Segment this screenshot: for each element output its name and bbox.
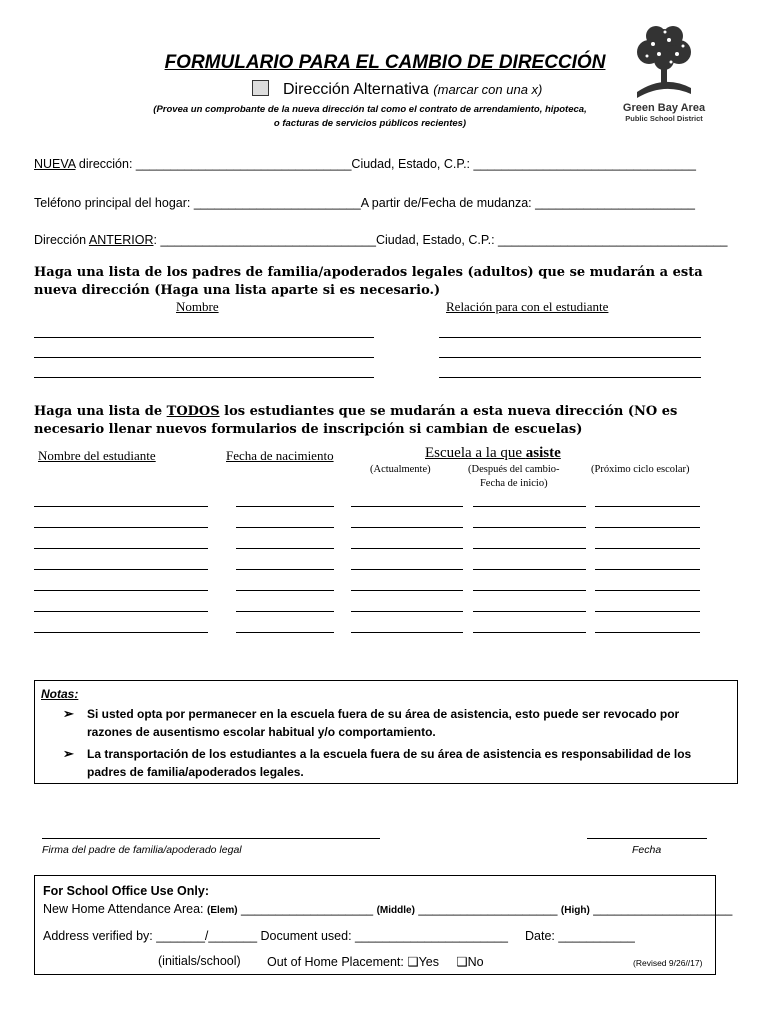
office-title: For School Office Use Only: [43, 884, 209, 898]
verified-label[interactable]: Address verified by: _______/_______ [43, 929, 261, 943]
school-current-line[interactable] [351, 590, 463, 591]
student-name-line[interactable] [34, 548, 208, 549]
new-address-row[interactable] [34, 157, 696, 171]
school-next-line[interactable] [595, 611, 700, 612]
proof-line-1: (Provea un comprobante de la nueva dirección tal como el contrato de arrendamiento, hipoteca, [153, 104, 587, 115]
school-current-line[interactable] [351, 569, 463, 570]
parents-col-relation: Relación para con el estudiante [446, 299, 609, 314]
school-current-line[interactable] [351, 632, 463, 633]
old-address-field[interactable]: _______________________________ [160, 233, 376, 247]
school-current-line[interactable] [351, 548, 463, 549]
school-current-line[interactable] [351, 527, 463, 528]
phone-label: Teléfono principal del hogar: [34, 196, 194, 210]
verified-row[interactable] [43, 929, 508, 943]
student-dob-line[interactable] [236, 611, 334, 612]
school-next-line[interactable] [595, 569, 700, 570]
parent-relation-line[interactable] [439, 357, 701, 358]
new-city-label: Ciudad, Estado, C.P.: [351, 157, 474, 171]
no-checkbox-icon[interactable]: ❑ [456, 955, 468, 969]
school-current-line[interactable] [351, 611, 463, 612]
no-label: No [467, 955, 484, 969]
document-label[interactable]: Document used: ______________________ [260, 929, 508, 943]
parent-name-line[interactable] [34, 377, 374, 378]
move-date-label: A partir de/Fecha de mudanza: [360, 196, 536, 210]
students-col-school [425, 445, 561, 462]
student-name-line[interactable] [34, 506, 208, 507]
old-address-label: : [153, 233, 161, 247]
arrow-bullet-icon: ➢ [63, 746, 74, 761]
middle-field[interactable]: ____________________ [414, 902, 561, 916]
placement-label: Out of Home Placement: [267, 955, 408, 969]
school-sub-after [468, 463, 560, 491]
old-prefix-a: Dirección [34, 233, 89, 247]
student-dob-line[interactable] [236, 590, 334, 591]
parent-relation-line[interactable] [439, 377, 701, 378]
placement-row [267, 954, 484, 969]
arrow-bullet-icon: ➢ [63, 706, 74, 721]
revised-date: (Revised 9/26//17) [633, 958, 703, 968]
tree-icon [629, 24, 699, 100]
student-dob-line[interactable] [236, 632, 334, 633]
old-address-row[interactable] [34, 233, 727, 247]
parent-name-line[interactable] [34, 337, 374, 338]
office-use-box [34, 875, 733, 975]
school-sub-after-2: Fecha de inicio) [479, 478, 548, 489]
students-col-school-a: Escuela a la que [425, 445, 526, 461]
alt-address-checkbox[interactable] [252, 80, 269, 96]
alt-address-label: Dirección Alternativa [283, 81, 429, 98]
student-name-line[interactable] [34, 527, 208, 528]
attendance-area-label: New Home Attendance Area: [43, 902, 207, 916]
new-address-field[interactable]: _______________________________ [135, 157, 352, 171]
phone-field[interactable]: ________________________ [193, 196, 361, 210]
move-date-field[interactable]: _______________________ [535, 196, 696, 210]
new-prefix: NUEVA [34, 157, 76, 171]
school-after-line[interactable] [473, 506, 586, 507]
old-prefix-b: ANTERIOR [88, 233, 154, 247]
attendance-area-row[interactable] [43, 902, 732, 916]
logo-line-1: Green Bay Area [622, 102, 706, 114]
district-logo [618, 24, 710, 123]
school-after-line[interactable] [473, 632, 586, 633]
new-address-label: dirección: [75, 157, 136, 171]
yes-checkbox-icon[interactable]: ❑ [407, 955, 419, 969]
signature-line[interactable] [42, 838, 380, 839]
student-dob-line[interactable] [236, 527, 334, 528]
student-name-line[interactable] [34, 590, 208, 591]
school-next-line[interactable] [595, 632, 700, 633]
school-sub-after-1: (Después del cambio- [468, 464, 560, 475]
student-dob-line[interactable] [236, 569, 334, 570]
yes-label: Yes [418, 955, 439, 969]
proof-line-2: o facturas de servicios públicos recientes) [273, 118, 467, 129]
phone-row[interactable] [34, 196, 695, 210]
note-text-1: Si usted opta por permanecer en la escuela fuera de su área de asistencia, esto puede ser revocado por razones de ausentismo escolar habitual y/o comportamiento. [87, 707, 680, 739]
parent-relation-line[interactable] [439, 337, 701, 338]
student-name-line[interactable] [34, 632, 208, 633]
old-city-field[interactable]: _________________________________ [498, 233, 728, 247]
school-next-line[interactable] [595, 590, 700, 591]
high-field[interactable]: ____________________ [589, 902, 733, 916]
school-after-line[interactable] [473, 611, 586, 612]
alt-address-hint: (marcar con una x) [433, 82, 543, 97]
alt-address-row [252, 80, 542, 99]
signature-label: Firma del padre de familia/apoderado legal [42, 844, 242, 856]
parents-heading: Haga una lista de los padres de familia/apoderados legales (adultos) que se mudarán a esta nueva dirección (Haga una lista aparte si es necesario.) [34, 265, 703, 298]
school-after-line[interactable] [473, 548, 586, 549]
school-next-line[interactable] [595, 527, 700, 528]
initials-label: (initials/school) [158, 954, 241, 968]
school-sub-now: (Actualmente) [370, 464, 431, 475]
proof-instructions [120, 103, 620, 131]
students-heading-b: TODOS [166, 404, 220, 419]
parent-name-line[interactable] [34, 357, 374, 358]
school-after-line[interactable] [473, 527, 586, 528]
school-next-line[interactable] [595, 548, 700, 549]
school-after-line[interactable] [473, 590, 586, 591]
notes-box [34, 680, 738, 784]
students-heading-c: los estudiantes que se mudarán a esta nueva dirección (NO es necesario llenar nuevos formularios de inscripción si cambian de escuelas) [34, 404, 678, 437]
student-dob-line[interactable] [236, 506, 334, 507]
office-date[interactable]: Date: ___________ [525, 929, 635, 943]
logo-line-2: Public School District [625, 114, 703, 123]
school-current-line[interactable] [351, 506, 463, 507]
school-next-line[interactable] [595, 506, 700, 507]
student-name-line[interactable] [34, 569, 208, 570]
students-col-name: Nombre del estudiante [38, 448, 156, 463]
signature-date-line[interactable] [587, 838, 707, 839]
elem-field[interactable]: ___________________ [237, 902, 377, 916]
students-col-dob: Fecha de nacimiento [226, 448, 334, 463]
school-sub-next: (Próximo ciclo escolar) [591, 464, 690, 475]
student-name-line[interactable] [34, 611, 208, 612]
school-after-line[interactable] [473, 569, 586, 570]
high-label: (High) [560, 905, 590, 916]
students-heading [34, 403, 714, 439]
old-city-label: Ciudad, Estado, C.P.: [375, 233, 499, 247]
student-dob-line[interactable] [236, 548, 334, 549]
new-city-field[interactable]: ________________________________ [473, 157, 696, 171]
parents-col-name: Nombre [176, 299, 219, 314]
students-col-school-b: asiste [525, 445, 561, 461]
students-heading-a: Haga una lista de [34, 404, 167, 419]
middle-label: (Middle) [376, 905, 415, 916]
notes-title: Notas: [41, 687, 79, 701]
form-title: FORMULARIO PARA EL CAMBIO DE DIRECCIÓN [164, 52, 606, 73]
note-text-2: La transportación de los estudiantes a la escuela fuera de su área de asistencia es responsabilidad de los padres de familia/apoderados legales. [87, 747, 692, 779]
elem-label: (Elem) [206, 905, 238, 916]
signature-date-label: Fecha [632, 844, 662, 856]
